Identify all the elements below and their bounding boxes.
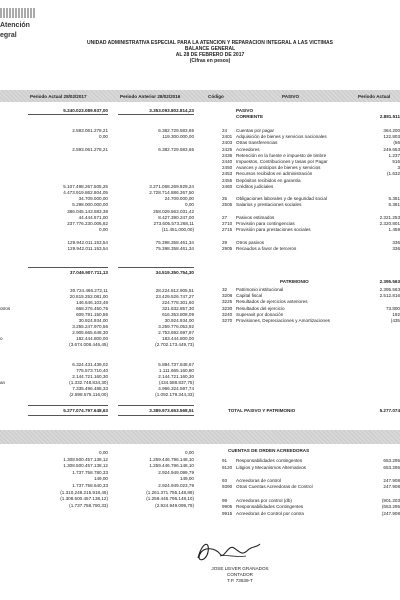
value-current: 2.144.721.160,30 <box>72 374 108 379</box>
account-value: (653.295 <box>381 504 400 510</box>
value-current: 1.308.500.457.138,12 <box>63 463 108 469</box>
account-value: 192 <box>392 311 400 317</box>
account-code: 32 <box>222 287 228 292</box>
total-pasivo-patrimonio-value: 5.277.074 <box>379 408 400 413</box>
value-current: 7.335.496.488,33 <box>72 386 108 391</box>
value-previous: 224.778.301,60 <box>162 300 194 305</box>
value-previous: 258.029.563.031,42 <box>153 208 194 214</box>
account-value: 2.512.816 <box>379 293 400 299</box>
value-current: 1.308.500.457.138,12 <box>63 456 108 462</box>
assets-previous-total: 3.353.093.802.814,23 <box>149 108 194 113</box>
account-code: 91 <box>222 458 228 463</box>
noncurrent-total-current: 37.046.907.711,13 <box>69 270 108 275</box>
value-current: 2.593.061.278,21 <box>72 146 108 152</box>
account-description: Acreedoras de Control por contra <box>236 510 304 516</box>
row-label-fragment: an <box>0 380 6 385</box>
value-current: 6.324.431.439,02 <box>72 362 108 367</box>
divider <box>118 267 194 268</box>
col-code-header: Código <box>208 94 224 99</box>
account-value: 247.908 <box>383 477 400 483</box>
account-description: Provisión para contingencias <box>236 221 295 226</box>
entity-logo <box>0 4 58 44</box>
value-previous: 2.753.692.697,97 <box>158 330 194 335</box>
signer-tp: T.P. 73639-T <box>227 578 253 583</box>
value-current: 1.737.758.640,33 <box>72 483 108 488</box>
account-value: 336 <box>392 245 400 251</box>
account-code: 3225 <box>222 299 233 305</box>
value-previous: 2.924.949.099,79 <box>158 469 194 475</box>
account-code: 3208 <box>222 293 233 299</box>
col-previous-header: Periodo Anterior 28/02/2016 <box>120 94 181 99</box>
value-current: 146.646.103,48 <box>76 300 108 305</box>
col-pasivo-header: PASIVO <box>282 94 300 99</box>
value-current: 129.942.011.153,54 <box>67 245 108 251</box>
account-code: 9905 <box>222 504 233 510</box>
account-value: 364.200 <box>383 128 400 133</box>
account-description: Provisión para prestaciones sociales <box>236 227 311 233</box>
value-previous: 3.271.068.269.929,24 <box>149 183 194 189</box>
pasivo-label: PASIVO <box>236 108 254 113</box>
account-value: 5.381 <box>388 202 400 208</box>
account-description: Obligaciones laborales y de seguridad social <box>236 196 327 202</box>
account-description: Depósitos recibidos en garantía <box>236 177 301 183</box>
account-description: Impuestos, Contribuciones y tasas por Pagar <box>236 159 328 164</box>
account-description: Recaudos a favor de terceros <box>236 245 297 251</box>
logo-mark <box>0 8 36 18</box>
value-current: 2.905.665.648,30 <box>72 330 108 335</box>
value-previous: 24.709.000,00 <box>164 196 194 202</box>
value-previous: 23.429.526.747,27 <box>155 294 194 299</box>
value-current: 3.255.247.970,56 <box>72 324 108 329</box>
account-code: 2440 <box>222 159 233 164</box>
account-value: 516 <box>392 159 400 164</box>
account-description: Otras transferencias <box>236 140 278 146</box>
patrimonio-total: 2.395.563 <box>379 279 400 284</box>
account-value: 653.295 <box>383 464 400 470</box>
account-value: (1.632 <box>386 171 400 177</box>
divider <box>28 267 108 268</box>
account-value: 1.459 <box>388 227 400 233</box>
account-description: Retención en la fuente e impuesto de timbre <box>236 152 327 158</box>
account-description: Capital fiscal <box>236 293 263 299</box>
account-code: 2460 <box>222 183 233 189</box>
entity-name: UNIDAD ADMINISTRATIVA ESPECIAL PARA LA ATENCION Y REPARACION INTEGRAL A LAS VICTIMAS <box>87 40 333 46</box>
logo-text-1: Atención <box>0 22 30 29</box>
value-current: (2.598.575.116,00) <box>69 392 108 397</box>
value-previous: (1.092.179.344,33) <box>155 392 194 397</box>
value-current: (1.737.758.780,33) <box>69 502 108 508</box>
account-code: 2455 <box>222 177 233 183</box>
total-assets-previous: 3.389.973.653.568,51 <box>149 408 194 413</box>
account-description: Acreedores <box>236 146 260 152</box>
value-current: 5.298.000.000,00 <box>72 202 108 208</box>
account-value: 2.320.801 <box>379 221 400 226</box>
value-current: 609.791.150,56 <box>76 312 108 317</box>
value-previous: (2.702.173.449,73) <box>155 342 194 347</box>
account-code: 29 <box>222 239 228 245</box>
report-title: BALANCE GENERAL <box>184 46 236 52</box>
value-previous: 1.259.446.796.148,10 <box>149 463 194 469</box>
account-value: 2.395.563 <box>379 287 400 292</box>
value-previous: 0,00 <box>185 202 194 208</box>
account-code: 93 <box>222 477 228 483</box>
account-value: 249.653 <box>383 146 400 152</box>
value-previous: 3.259.776.053,92 <box>158 324 194 329</box>
divider <box>28 114 108 115</box>
account-value: (56 <box>393 140 400 146</box>
divider <box>118 415 194 416</box>
account-code: 3270 <box>222 318 233 323</box>
value-previous: (2.924.949.099,79) <box>155 502 194 508</box>
value-current: 30.724.466.272,11 <box>70 288 108 293</box>
account-code: 99 <box>222 497 228 503</box>
value-current: (1.310.248.215.918,45) <box>60 489 108 495</box>
value-previous: 30.924.934,00 <box>164 318 194 323</box>
account-description: Superavit por donación <box>236 311 284 317</box>
report-header <box>60 40 360 64</box>
value-previous: 75.398.358.461,34 <box>155 239 194 245</box>
value-current: (1.308.500.457.138,12) <box>60 496 108 502</box>
account-code: 2403 <box>222 140 233 146</box>
pasivo-corriente-label: CORRIENTE <box>236 114 264 119</box>
orden-band <box>0 430 400 444</box>
account-code: 2453 <box>222 171 233 177</box>
account-description: Resultados de ejercicios anteriores <box>236 299 308 305</box>
value-previous: 28.224.812.905,51 <box>155 288 194 293</box>
value-current: 775.573.710,40 <box>76 368 108 373</box>
col-current-right-header: Periodo Actual <box>358 94 391 99</box>
account-value: 653.295 <box>383 458 400 463</box>
value-current: 149,00 <box>93 476 108 482</box>
value-current: 2.593.061.278,21 <box>72 128 108 133</box>
account-code: 25 <box>222 196 228 202</box>
value-current: 4.473.919.862.804,05 <box>63 190 108 195</box>
account-description: Provisiones, Depreciaciones y Amortizaciones <box>236 318 330 323</box>
divider <box>28 405 108 406</box>
account-description: Responsabilidades Contingentes <box>236 504 304 510</box>
value-previous: (1.259.446.796.148,10) <box>146 496 194 502</box>
account-code: 2505 <box>222 202 233 208</box>
value-previous: 0,00 <box>185 450 194 455</box>
account-value: 73.800 <box>385 305 400 311</box>
account-code: 9915 <box>222 510 233 516</box>
value-current: (1.332.748.834,30) <box>69 380 108 385</box>
row-label-fragment: otros <box>0 306 11 311</box>
account-code: 3240 <box>222 311 233 317</box>
total-pasivo-patrimonio-label: TOTAL PASIVO Y PATRIMONIO <box>228 408 296 413</box>
report-date: AL 28 DE FEBRERO DE 2017 <box>175 52 245 58</box>
value-previous: 273.605.573.268,11 <box>153 221 194 226</box>
account-description: Otros pasivos <box>236 239 265 245</box>
value-previous: 321.632.857,30 <box>162 306 194 311</box>
signer-name: JOSE LEIVER GRANADOS <box>211 566 269 571</box>
value-current: (3.674.008.446,45) <box>69 342 108 347</box>
value-previous: 149,00 <box>179 476 194 482</box>
value-previous: (11.451.000,00) <box>161 227 194 233</box>
account-description: Responsabilidades contingentes <box>236 458 303 463</box>
divider <box>28 415 108 416</box>
value-previous: 6.382.729.583,65 <box>158 146 194 152</box>
account-description: Recursos recibidos en administración <box>236 171 313 177</box>
account-value: 336 <box>392 239 400 245</box>
value-previous: 5.894.737.848,67 <box>158 362 194 367</box>
value-current: 182.444.800,00 <box>76 336 108 341</box>
account-description: Créditos judiciales <box>236 183 274 189</box>
account-description: Avances y anticipos de bienes y servicios <box>236 165 321 171</box>
account-description: Pasivos estimados <box>236 214 275 220</box>
account-code: 9120 <box>222 464 233 470</box>
account-code: 3230 <box>222 305 233 311</box>
account-value: 2.321.253 <box>379 214 400 220</box>
account-code: 2905 <box>222 245 233 251</box>
orden-title: CUENTAS DE ORDEN ACREEDORAS <box>228 448 310 453</box>
account-code: 24 <box>222 128 228 133</box>
account-value: 247.908 <box>383 484 400 490</box>
account-code: 9390 <box>222 484 233 490</box>
account-value: (901.203 <box>381 497 400 503</box>
signature-graphic <box>190 536 270 566</box>
value-current: 5.107.498.267.505,25 <box>63 183 108 189</box>
pasivo-corriente-total: 2.881.511 <box>379 114 400 119</box>
col-current-header: Periodo Actual 28/02/2017 <box>30 94 87 99</box>
assets-current-total: 5.240.023.089.937,00 <box>63 108 108 113</box>
signer-role: CONTADOR <box>227 572 253 577</box>
value-current: 129.942.011.153,54 <box>67 239 108 245</box>
account-description: Acreedoras por control (db) <box>236 497 292 503</box>
noncurrent-total-previous: 34.519.350.754,30 <box>155 270 194 275</box>
value-previous: 2.924.949.023,79 <box>158 483 194 488</box>
value-current: 44.444.671,00 <box>78 214 108 220</box>
account-code: 2401 <box>222 134 233 140</box>
value-previous: 1.259.446.796.148,10 <box>149 456 194 462</box>
account-description: Acreedoras de control <box>236 477 281 483</box>
report-units: (Cifras en pesos) <box>189 58 231 64</box>
account-description: Otras Cuentas Acreedoras de Control <box>236 484 313 490</box>
value-previous: 119.300.000,00 <box>162 134 194 140</box>
account-value: 5.381 <box>388 196 400 202</box>
value-current: 1.737.758.780,33 <box>72 469 108 475</box>
value-previous: (1.261.371.755.148,89) <box>146 489 194 495</box>
row-label-fragment: o <box>0 336 3 341</box>
account-value: 1.237 <box>388 152 400 158</box>
divider <box>118 405 194 406</box>
value-previous: 4.966.324.597,74 <box>158 386 194 391</box>
value-current: 34.709.000,00 <box>78 196 108 202</box>
account-code: 27 <box>222 214 228 220</box>
value-previous: (434.588.837,75) <box>159 380 194 385</box>
logo-text-2: egral <box>0 32 17 39</box>
value-current: 30.924.934,00 <box>78 318 108 323</box>
value-previous: 616.353.808,09 <box>162 312 194 317</box>
account-description: Patrimonio institucional <box>236 287 284 292</box>
account-description: Resultados del ejercicio <box>236 305 285 311</box>
value-previous: 6.382.729.583,65 <box>158 128 194 133</box>
value-previous: 2.144.721.160,30 <box>158 374 194 379</box>
value-current: 668.276.450,75 <box>76 306 108 311</box>
value-previous: 75.398.358.461,34 <box>155 245 194 251</box>
account-code: 2450 <box>222 165 233 171</box>
value-previous: 8.427.390.247,00 <box>158 214 194 220</box>
divider <box>118 114 194 115</box>
value-current: 0,00 <box>99 450 108 455</box>
account-code: 2436 <box>222 152 233 158</box>
account-description: Litigios y Mecanismos Alternativos <box>236 464 306 470</box>
value-current: 0,00 <box>99 134 108 140</box>
value-current: 20.815.252.081,00 <box>69 294 108 299</box>
account-value: (435 <box>390 318 400 323</box>
patrimonio-title: PATRIMONIO <box>280 279 309 284</box>
value-previous: 183.444.800,00 <box>162 336 194 341</box>
account-code: 2710 <box>222 221 233 226</box>
value-previous: 2.728.714.886.367,50 <box>149 190 194 195</box>
value-previous: 1.111.665.160,80 <box>158 368 194 373</box>
total-assets-current: 5.277.074.797.648,63 <box>63 408 108 413</box>
account-description: Adquisición de bienes y servicios nacionales <box>236 134 327 140</box>
value-current: 0,00 <box>99 227 108 233</box>
account-value: (247.908 <box>381 510 400 516</box>
account-value: 3 <box>397 165 400 171</box>
account-description: Salarios y prestaciones sociales <box>236 202 302 208</box>
account-code: 2425 <box>222 146 233 152</box>
account-value: 122.803 <box>383 134 400 140</box>
account-code: 2715 <box>222 227 233 233</box>
account-description: Cuentas por pagar <box>236 128 275 133</box>
value-current: 386.045.143.583,38 <box>67 208 108 214</box>
value-current: 237.776.230.006,82 <box>67 221 108 226</box>
